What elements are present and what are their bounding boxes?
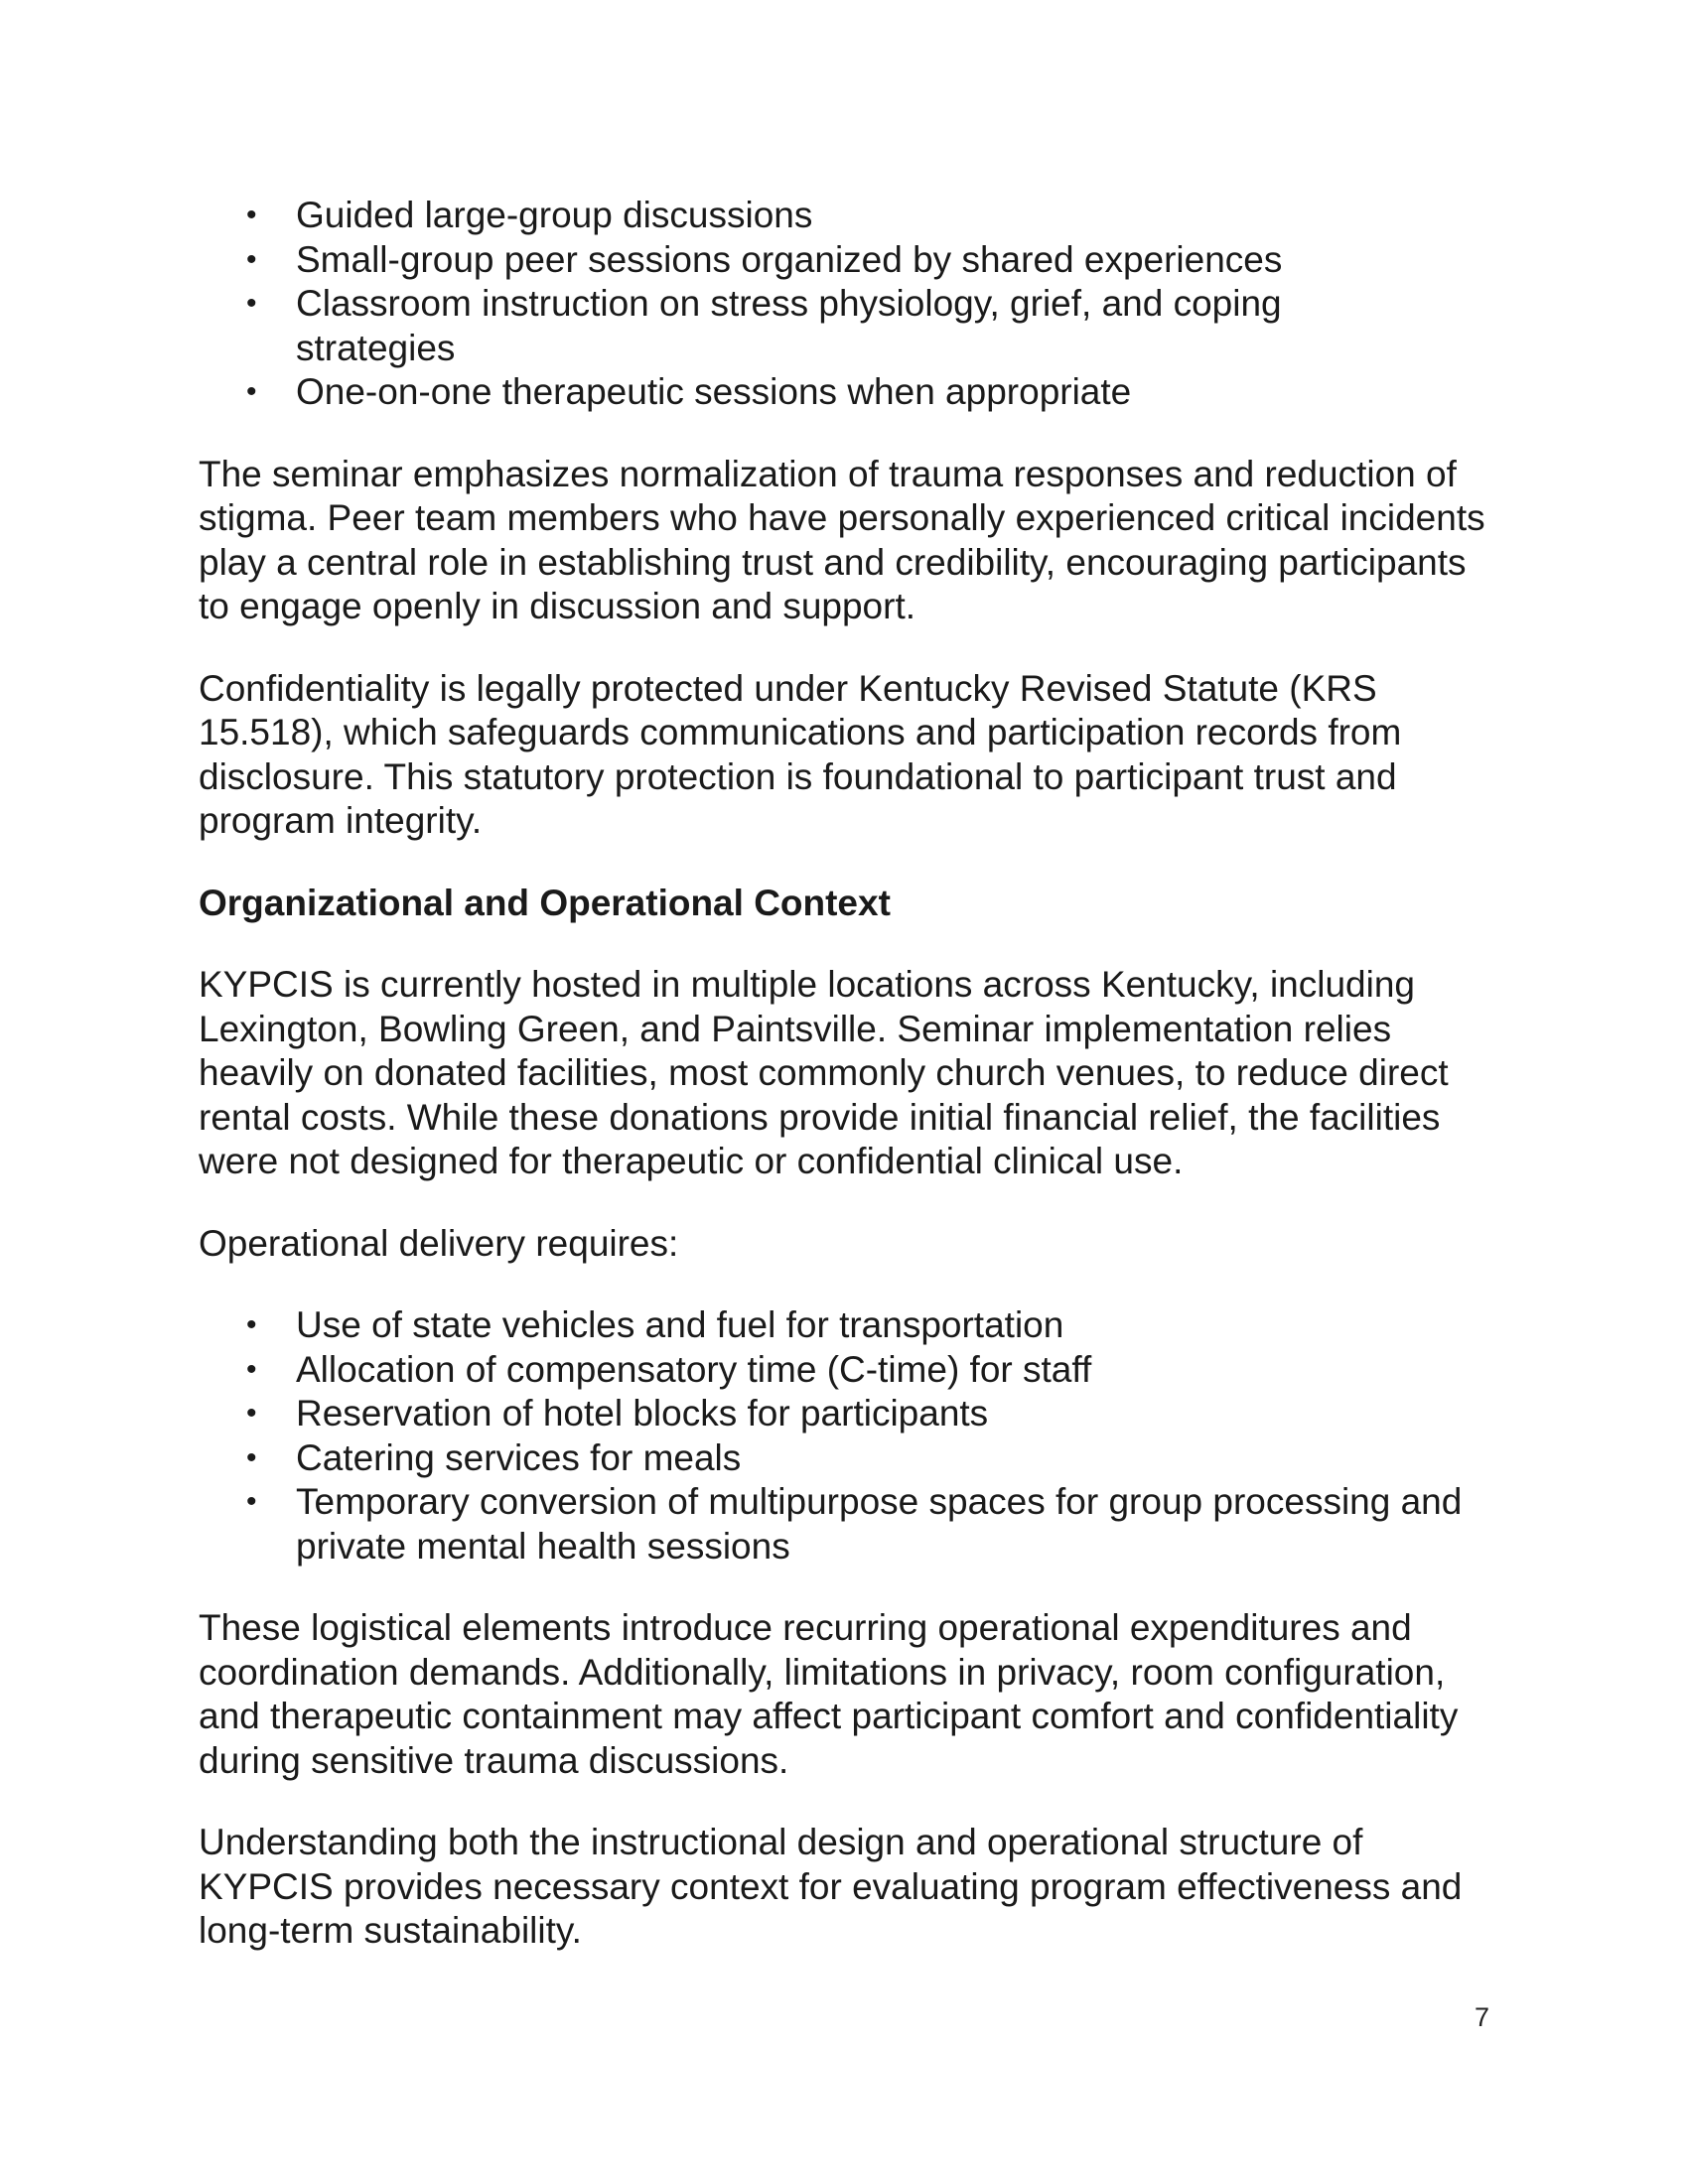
list-item: • Small-group peer sessions organized by shared experiences bbox=[199, 238, 1489, 283]
paragraph-conclusion: Understanding both the instructional design and operational structure of KYPCIS provides necessary context for evaluating program effectiveness and long-term sustainability. bbox=[199, 1822, 1463, 1951]
bullet-icon: • bbox=[246, 1440, 257, 1474]
bullet-icon: • bbox=[246, 199, 257, 231]
list-item: • Allocation of compensatory time (C-time) for staff bbox=[199, 1348, 1489, 1393]
list-item: • Classroom instruction on stress physiology, grief, and coping strategies bbox=[246, 283, 1282, 368]
bullet-icon: • bbox=[246, 242, 257, 276]
paragraph-logistics: These logistical elements introduce recurring operational expenditures and coordination demands. Additionally, limitations in privacy, room configuration, and therapeutic containment may affect participant comfort and confidentiality during sensitive trauma discussions. bbox=[199, 1607, 1459, 1781]
bullet-icon: • bbox=[246, 287, 257, 320]
paragraph-locations: KYPCIS is currently hosted in multiple locations across Kentucky, including Lexington, Bowling Green, and Paintsville. Seminar implementation relies heavily on donated facilities, most commonly church venues, to reduce direct rental costs. While these donations provide initial financial relief, the facilities were not designed for therapeutic or confidential clinical use. bbox=[199, 964, 1449, 1181]
section-heading: Organizational and Operational Context bbox=[199, 882, 891, 923]
requirements-list bbox=[199, 1303, 1489, 1569]
paragraph-operational-intro: Operational delivery requires: bbox=[199, 1222, 679, 1264]
paragraph-stigma: The seminar emphasizes normalization of trauma responses and reduction of stigma. Peer team members who have personally experienced critical incidents play a central role in establishing trust and credibility, encouraging participants to engage openly in discussion and support. bbox=[199, 453, 1485, 626]
list-item: • Use of state vehicles and fuel for transportation bbox=[199, 1303, 1489, 1348]
list-item: • Reservation of hotel blocks for participants bbox=[199, 1392, 1489, 1436]
list-item: • Guided large-group discussions bbox=[199, 194, 1489, 238]
bullet-icon: • bbox=[246, 1397, 257, 1430]
activities-list bbox=[199, 194, 1489, 415]
paragraph-confidentiality: Confidentiality is legally protected under Kentucky Revised Statute (KRS 15.518), which safeguards communications and participation records from disclosure. This statutory protection is foundational to participant trust and program integrity. bbox=[199, 667, 1402, 841]
list-item: • One-on-one therapeutic sessions when appropriate bbox=[199, 370, 1489, 415]
document-body bbox=[199, 194, 1489, 1954]
bullet-icon: • bbox=[246, 375, 257, 408]
bullet-icon: • bbox=[246, 1485, 257, 1518]
page-number: 7 bbox=[1474, 2002, 1489, 2032]
bullet-icon: • bbox=[246, 1352, 257, 1386]
list-item: • Temporary conversion of multipurpose spaces for group processing and private mental health sessions bbox=[246, 1481, 1463, 1567]
bullet-icon: • bbox=[246, 1308, 257, 1341]
list-item: • Catering services for meals bbox=[199, 1436, 1489, 1481]
